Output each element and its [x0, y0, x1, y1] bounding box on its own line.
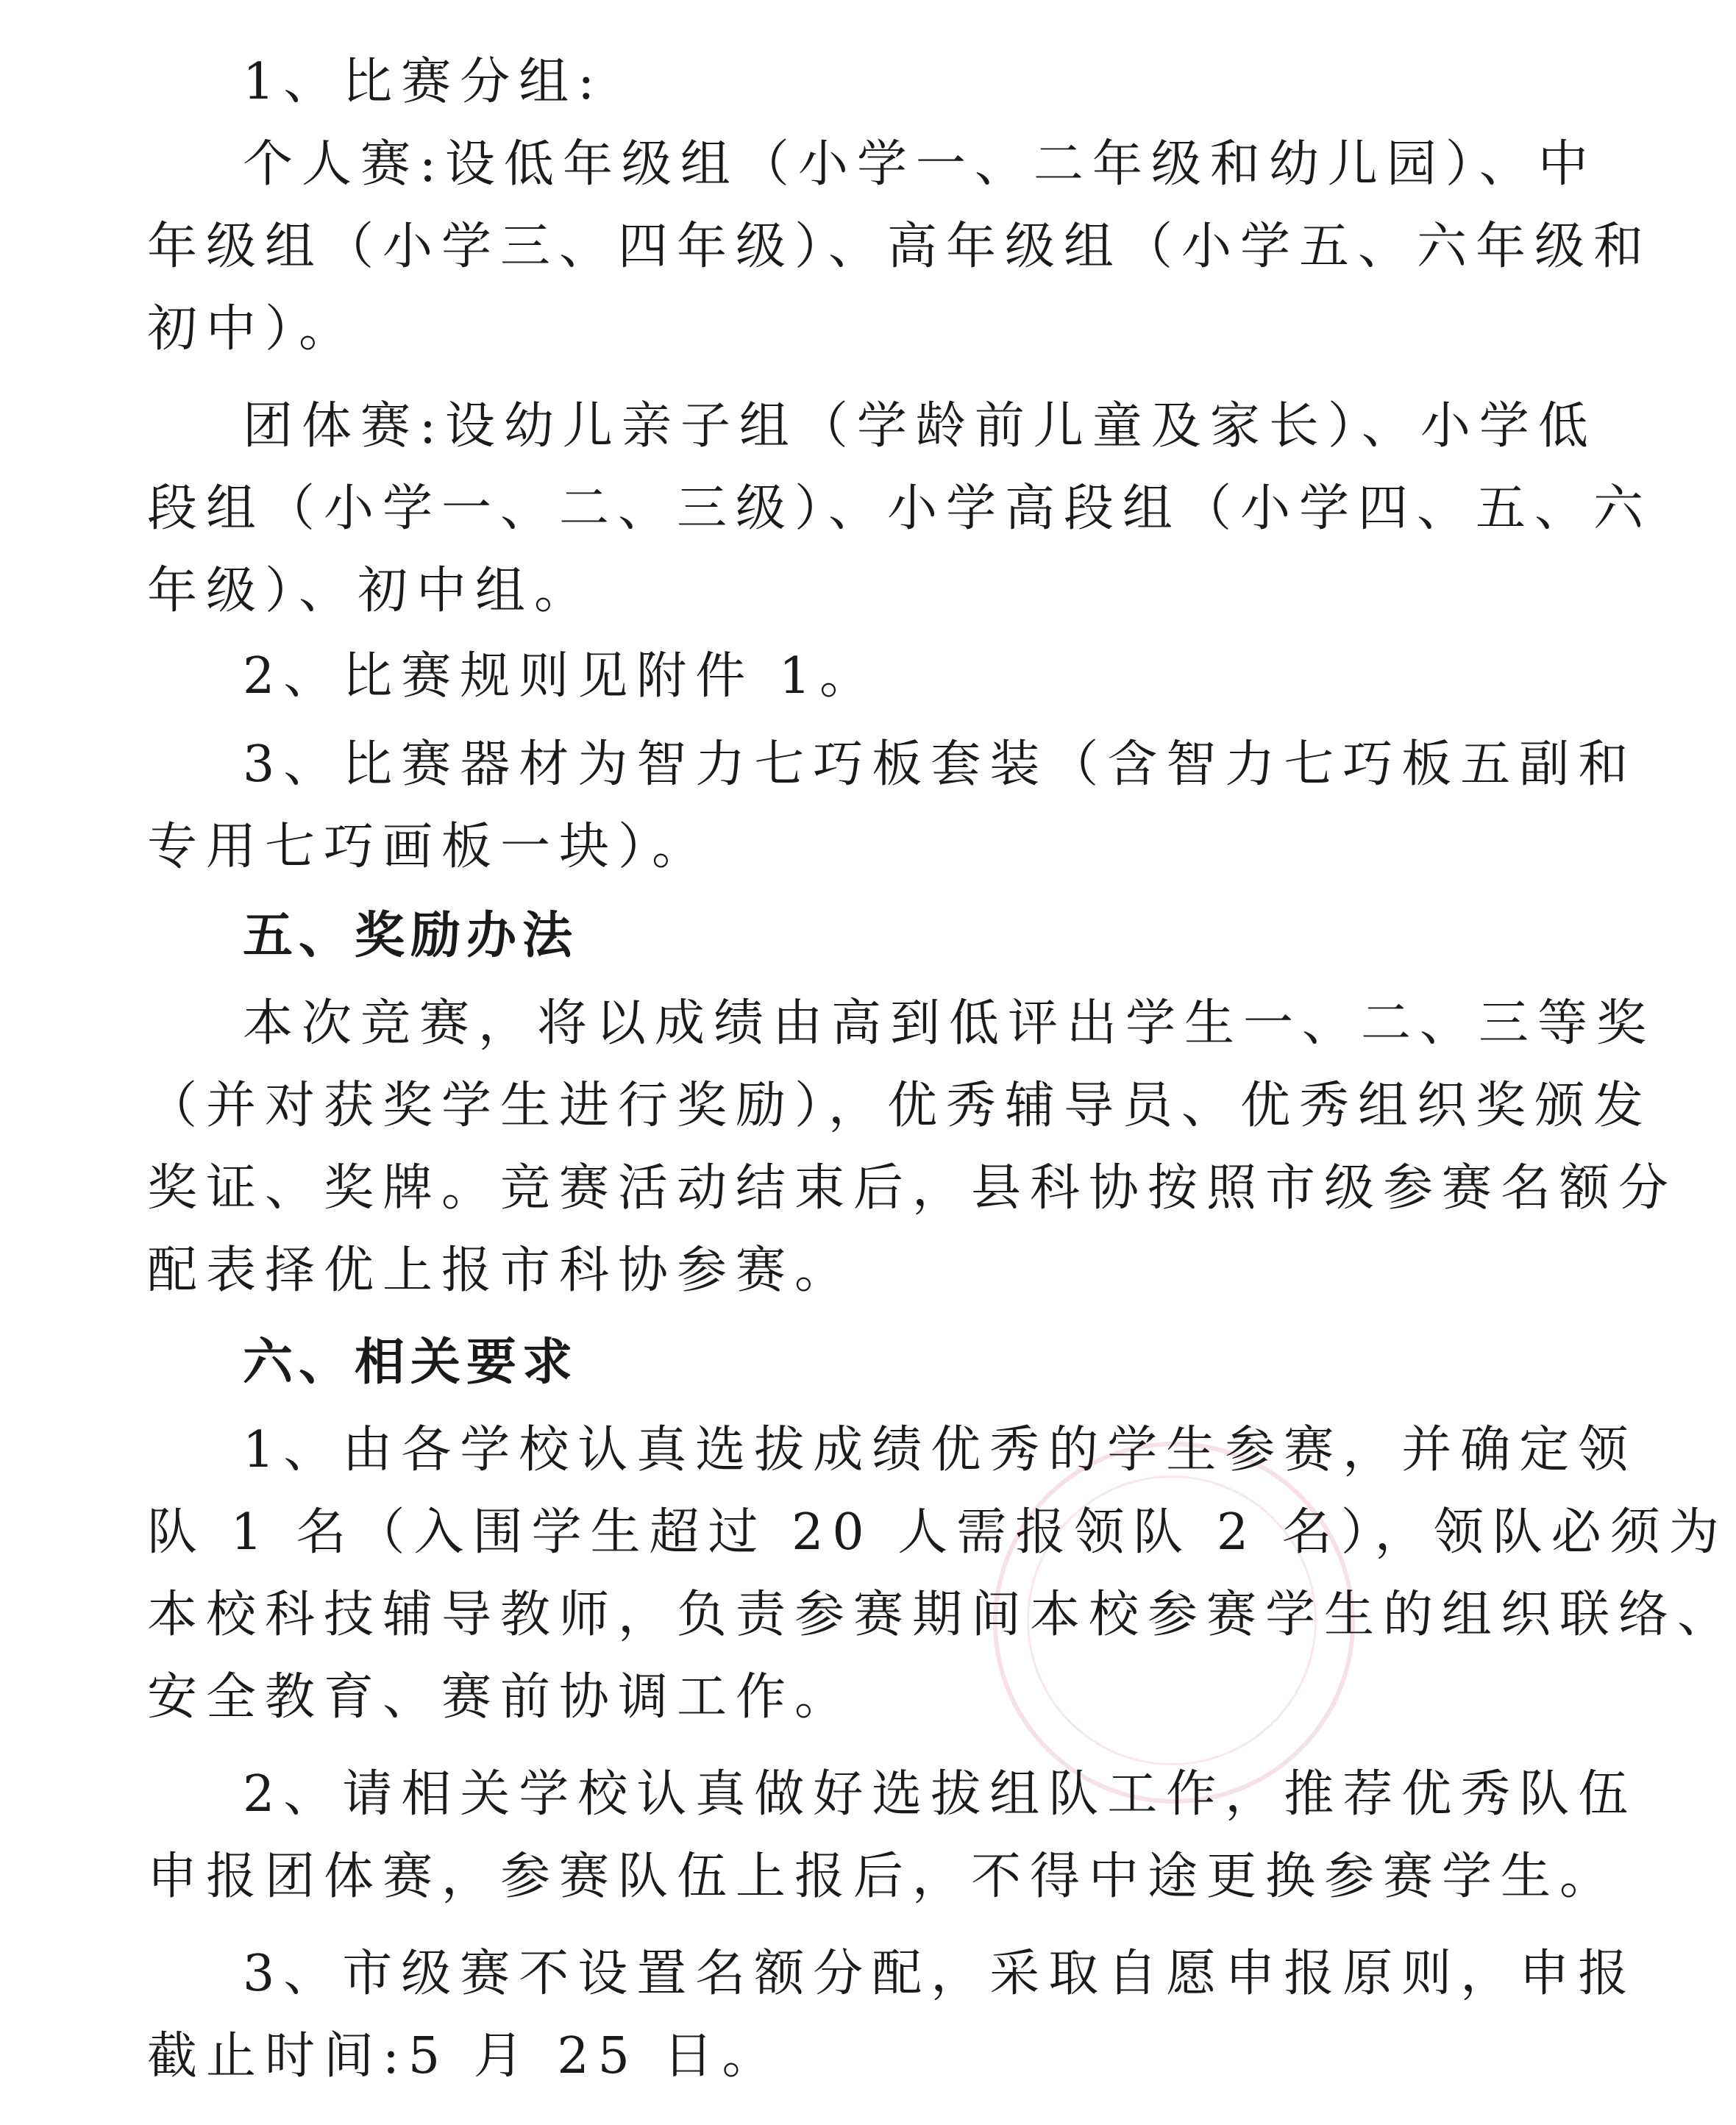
- item-grouping-title: 1、比赛分组:: [243, 53, 604, 111]
- requirement-2-line-1: 2、请相关学校认真做好选拔组队工作，推荐优秀队伍: [243, 1765, 1637, 1823]
- awards-line-2: （并对获奖学生进行奖励），优秀辅导员、优秀组织奖颁发: [147, 1077, 1653, 1135]
- requirement-1-line-1: 1、由各学校认真选拔成绩优秀的学生参赛，并确定领: [243, 1421, 1637, 1479]
- requirement-1-line-2: 队 1 名（入围学生超过 20 人需报领队 2 名），领队必须为: [147, 1503, 1728, 1562]
- requirement-3-line-1: 3、市级赛不设置名额分配，采取自愿申报原则，申报: [243, 1945, 1637, 2003]
- rules-line: 2、比赛规则见附件 1。: [243, 647, 879, 705]
- section-five-heading: 五、奖励办法: [243, 906, 579, 965]
- requirement-1-line-4: 安全教育、赛前协调工作。: [147, 1668, 854, 1726]
- equipment-line-1: 3、比赛器材为智力七巧板套装（含智力七巧板五副和: [243, 736, 1637, 794]
- awards-line-4: 配表择优上报市科协参赛。: [147, 1242, 854, 1300]
- individual-groups-line-2: 年级组（小学三、四年级）、高年级组（小学五、六年级和: [147, 218, 1653, 276]
- awards-line-3: 奖证、奖牌。竞赛活动结束后，县科协按照市级参赛名额分: [147, 1159, 1678, 1217]
- requirement-3-line-2: 截止时间:5 月 25 日。: [147, 2027, 781, 2085]
- team-groups-line-2: 段组（小学一、二、三级）、小学高段组（小学四、五、六: [147, 480, 1653, 538]
- equipment-line-2: 专用七巧画板一块）。: [147, 818, 711, 876]
- requirement-1-line-3: 本校科技辅导教师，负责参赛期间本校参赛学生的组织联络、: [147, 1586, 1736, 1644]
- individual-groups-line-1: 个人赛:设低年级组（小学一、二年级和幼儿园）、中: [243, 135, 1597, 193]
- section-six-heading: 六、相关要求: [243, 1333, 579, 1392]
- requirement-2-line-2: 申报团体赛，参赛队伍上报后，不得中途更换参赛学生。: [147, 1848, 1619, 1906]
- team-groups-line-3: 年级）、初中组。: [147, 562, 594, 620]
- awards-line-1: 本次竞赛，将以成绩由高到低评出学生一、二、三等奖: [243, 994, 1656, 1053]
- team-groups-line-1: 团体赛:设幼儿亲子组（学龄前儿童及家长）、小学低: [243, 397, 1597, 455]
- individual-groups-line-3: 初中）。: [147, 300, 358, 358]
